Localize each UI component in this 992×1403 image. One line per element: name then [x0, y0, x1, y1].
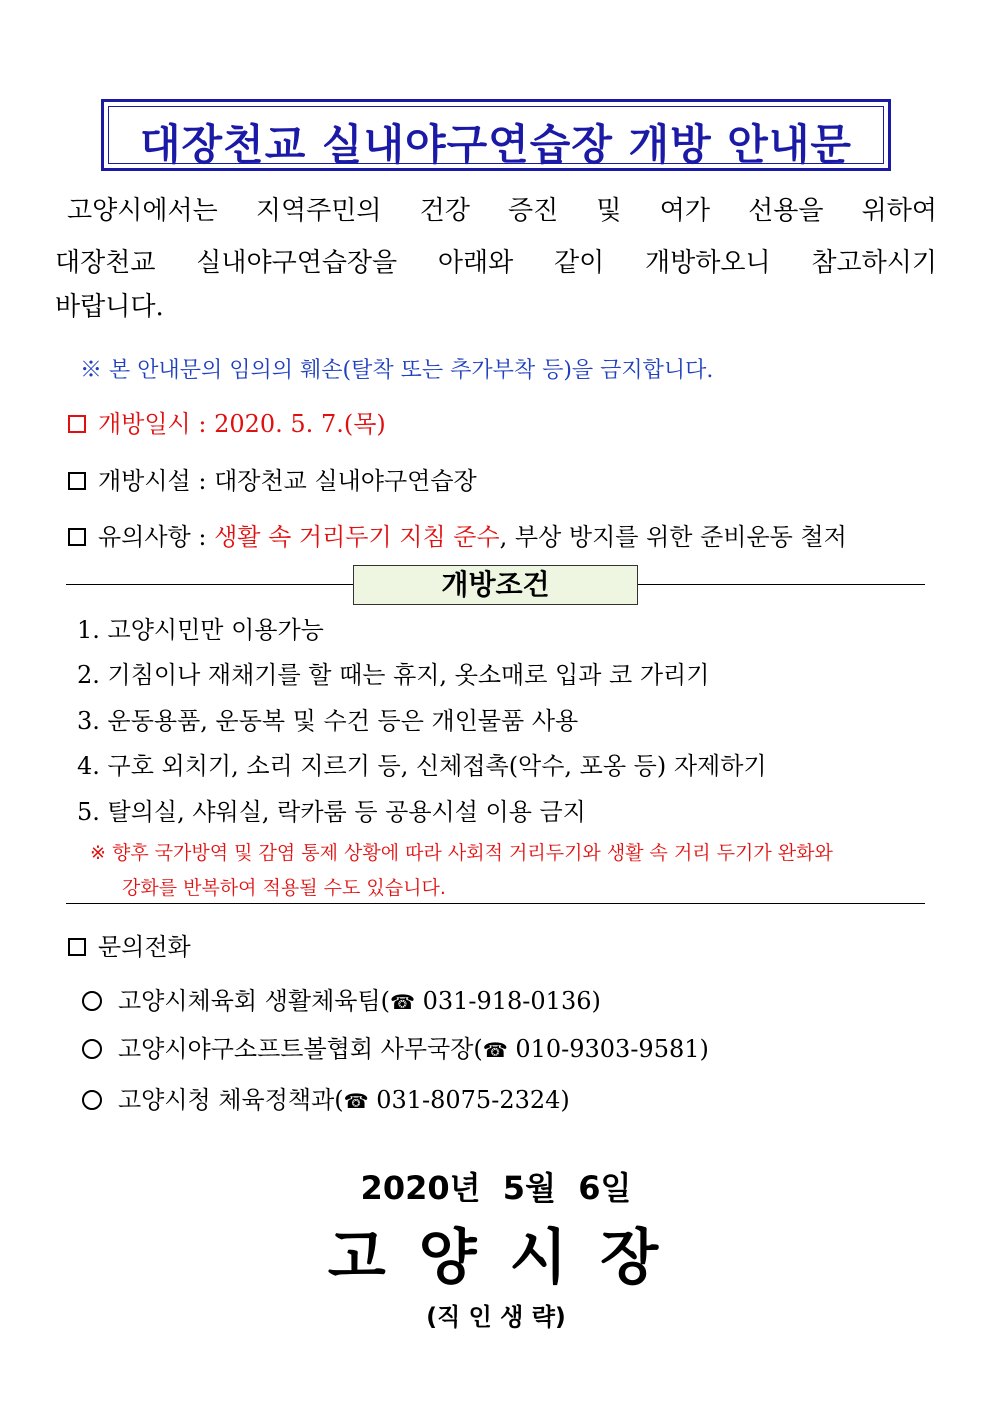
phone-icon: ☎	[343, 1089, 369, 1113]
inquiry-heading-label: 문의전화	[98, 933, 191, 961]
inquiry-heading	[68, 927, 191, 962]
checkbox-square-icon	[68, 415, 86, 433]
contact-item-2	[82, 1029, 709, 1064]
condition-item-5: 5. 탈의실, 샤워실, 락카룸 등 공용시설 이용 금지	[77, 798, 586, 826]
facility-item	[68, 461, 477, 496]
issuer-name: 고 양 시 장	[327, 1223, 665, 1293]
title-box	[101, 99, 891, 171]
circle-bullet-icon	[82, 1039, 102, 1059]
checkbox-square-icon	[68, 472, 86, 490]
condition-item-1: 1. 고양시민만 이용가능	[77, 616, 324, 644]
caution-item	[68, 517, 847, 552]
contact-org: 고양시야구소프트볼협회 사무국장(	[118, 1035, 483, 1063]
open-date-label: 개방일시 : 2020. 5. 7.(목)	[98, 410, 386, 438]
contact-org: 고양시체육회 생활체육팀(	[118, 987, 391, 1015]
checkbox-square-icon	[68, 938, 86, 956]
condition-item-2: 2. 기침이나 재채기를 할 때는 휴지, 옷소매로 입과 코 가리기	[77, 661, 710, 689]
intro-line-1: 고양시에서는 지역주민의 건강 증진 및 여가 선용을 위하여	[67, 196, 937, 226]
intro-line-2: 대장천교 실내야구연습장을 아래와 같이 개방하오니 참고하시기	[55, 248, 937, 278]
caution-label: 유의사항 :	[98, 523, 215, 551]
divider-left	[66, 584, 353, 585]
condition-note-line-1: ※ 향후 국가방역 및 감염 통제 상황에 따라 사회적 거리두기와 생활 속 거리 두기가 완화와	[90, 842, 833, 864]
checkbox-square-icon	[68, 528, 86, 546]
issue-date: 2020년 5월 6일	[360, 1169, 632, 1207]
seal-omitted-note: (직 인 생 략)	[426, 1303, 566, 1331]
condition-note-line-2: 강화를 반복하여 적용될 수도 있습니다.	[122, 877, 446, 899]
divider-right	[638, 584, 925, 585]
contact-item-3	[82, 1080, 570, 1115]
circle-bullet-icon	[82, 1090, 102, 1110]
contact-number: 031-918-0136)	[414, 987, 601, 1015]
contact-org: 고양시청 체육정책과(	[118, 1086, 344, 1114]
contact-item-1	[82, 981, 601, 1016]
open-date-item	[68, 404, 386, 439]
contact-number: 010-9303-9581)	[507, 1035, 709, 1063]
conditions-heading: 개방조건	[353, 565, 638, 605]
phone-icon: ☎	[390, 990, 415, 1014]
circle-bullet-icon	[82, 991, 102, 1011]
caution-rest-text: , 부상 방지를 위한 준비운동 철저	[499, 523, 847, 551]
phone-icon: ☎	[482, 1038, 508, 1062]
divider-bottom	[66, 903, 925, 904]
condition-item-4: 4. 구호 외치기, 소리 지르기 등, 신체접촉(악수, 포옹 등) 자제하기	[77, 752, 767, 780]
defacement-notice: ※ 본 안내문의 임의의 훼손(탈착 또는 추가부착 등)을 금지합니다.	[80, 358, 714, 383]
condition-item-3: 3. 운동용품, 운동복 및 수건 등은 개인물품 사용	[77, 707, 579, 735]
intro-line-3: 바랍니다.	[55, 292, 164, 322]
caution-red-text: 생활 속 거리두기 지침 준수	[214, 523, 500, 551]
facility-label: 개방시설 : 대장천교 실내야구연습장	[98, 467, 477, 495]
page-title: 대장천교 실내야구연습장 개방 안내문	[139, 120, 853, 169]
contact-number: 031-8075-2324)	[368, 1086, 570, 1114]
